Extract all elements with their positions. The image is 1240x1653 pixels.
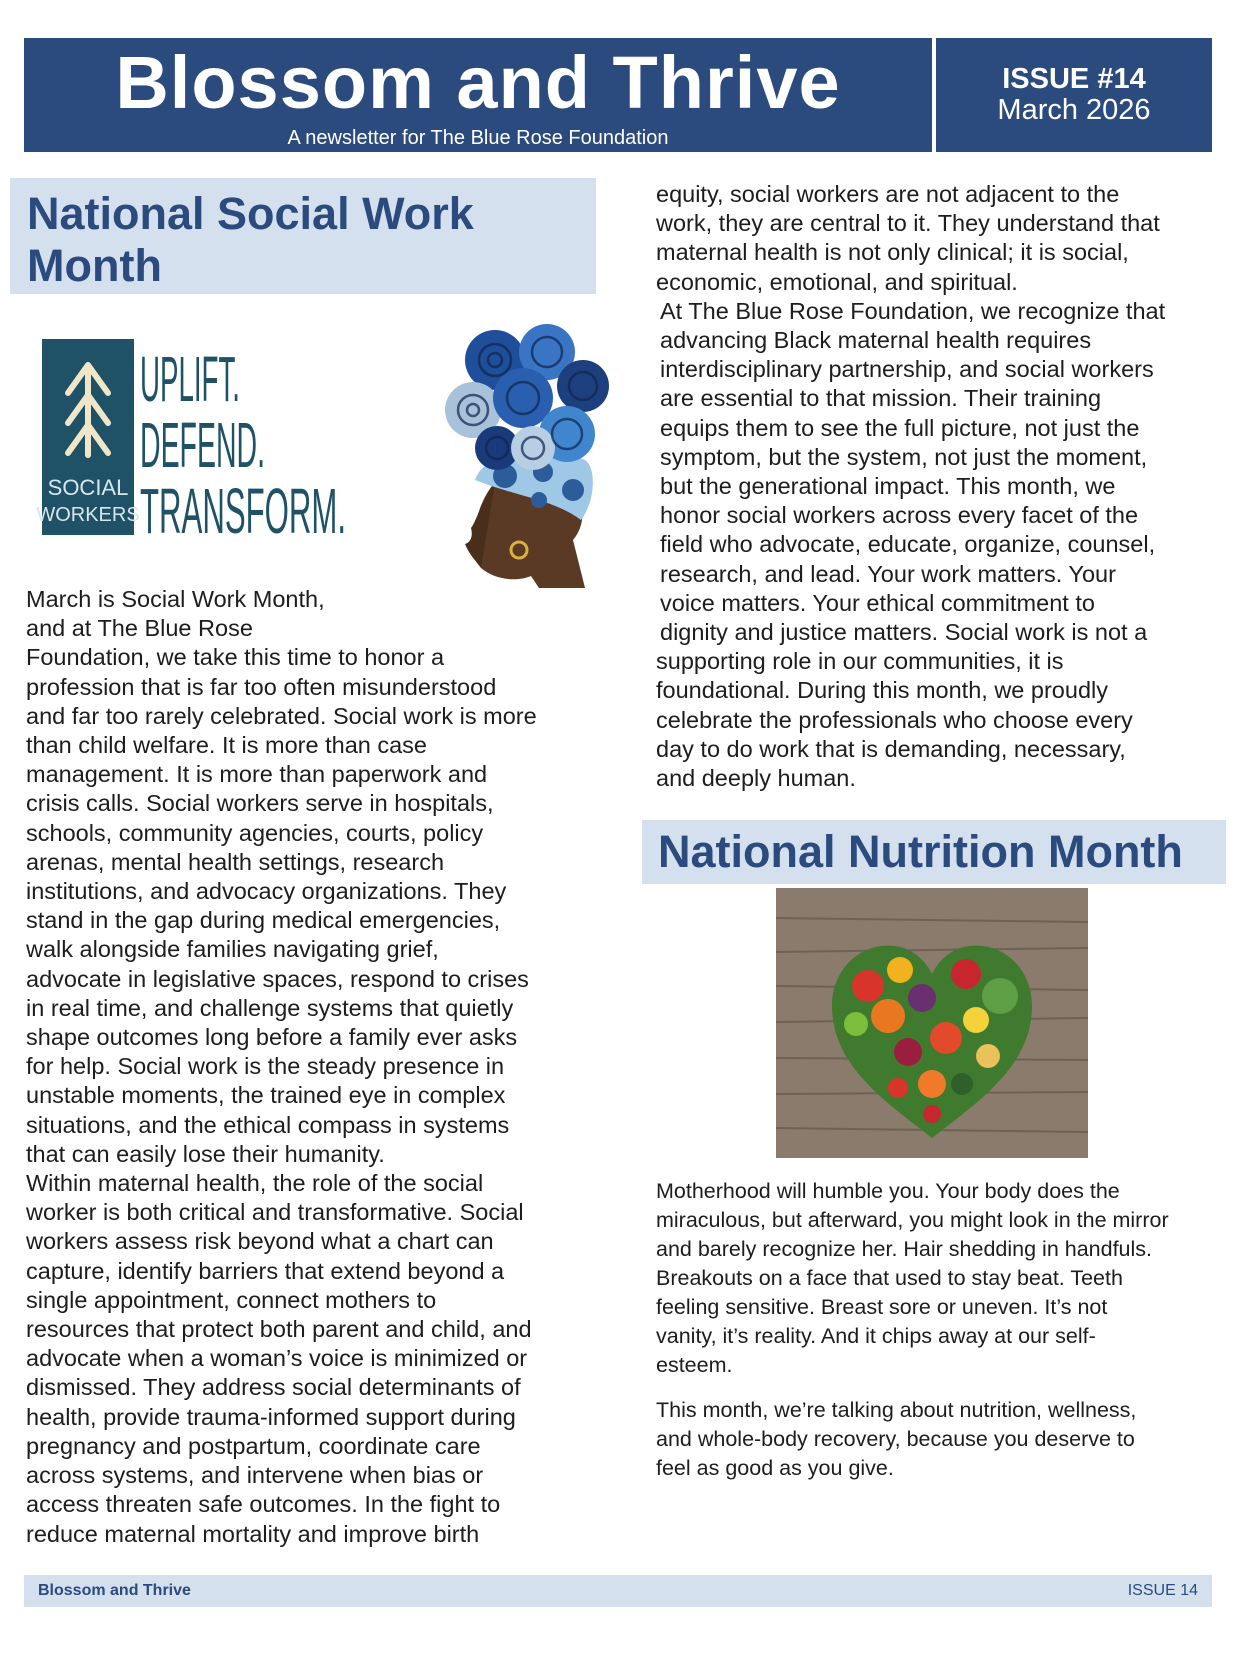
- social-workers-logo: [36, 335, 352, 547]
- nutrition-article: [656, 1177, 1228, 1483]
- text-line: research, and lead. Your work matters. Your: [660, 560, 1116, 587]
- newsletter-subtitle: A newsletter for The Blue Rose Foundation: [287, 127, 669, 149]
- text-line: worker is both critical and transformative. Social: [26, 1199, 524, 1226]
- text-line: but the generational impact. This month, we: [660, 473, 1116, 500]
- text-line: single appointment, connect mothers to: [26, 1286, 437, 1313]
- woman-headwrap-illustration: [435, 330, 615, 588]
- text-line: feeling sensitive. Breast sore or uneven. It’s not: [656, 1295, 1108, 1319]
- text-line: crisis calls. Social workers serve in hospitals,: [26, 790, 494, 817]
- text-line: work, they are central to it. They understand that: [656, 210, 1160, 237]
- masthead-title-block: [24, 38, 932, 152]
- text-line: reduce maternal mortality and improve birth: [26, 1520, 480, 1547]
- social-work-heading-line: Month: [27, 240, 162, 291]
- logo-word: DEFEND.: [140, 409, 265, 481]
- text-line: foundational. During this month, we proudly: [656, 677, 1108, 704]
- text-line: miraculous, but afterward, you might look in the mirror: [656, 1208, 1169, 1232]
- text-line: Motherhood will humble you. Your body does the: [656, 1179, 1120, 1203]
- text-line: walk alongside families navigating grief,: [26, 936, 439, 963]
- text-line: March is Social Work Month,: [26, 586, 325, 612]
- text-line: and barely recognize her. Hair shedding in handfuls.: [656, 1237, 1153, 1261]
- text-line: celebrate the professionals who choose every: [656, 706, 1133, 733]
- text-line: arenas, mental health settings, research: [26, 848, 445, 875]
- text-line: interdisciplinary partnership, and social workers: [660, 356, 1154, 383]
- text-line: dignity and justice matters. Social work is not a: [660, 619, 1148, 646]
- text-line: health, provide trauma-informed support during: [26, 1403, 516, 1430]
- issue-number: ISSUE #14: [1002, 63, 1146, 95]
- text-line: honor social workers across every facet of the: [660, 502, 1139, 529]
- text-line: resources that protect both parent and child, and: [26, 1316, 532, 1343]
- logo-badge-line: SOCIAL: [47, 475, 129, 500]
- text-line: across systems, and intervene when bias or: [26, 1462, 484, 1489]
- text-line: Foundation, we take this time to honor a: [26, 644, 445, 671]
- text-line: pregnancy and postpartum, coordinate care: [26, 1432, 481, 1459]
- text-line: management. It is more than paperwork and: [26, 761, 488, 788]
- issue-block: [936, 38, 1212, 152]
- text-line: institutions, and advocacy organizations. They: [26, 878, 507, 905]
- text-line: situations, and the ethical compass in systems: [26, 1111, 510, 1138]
- text-line: esteem.: [656, 1353, 733, 1377]
- text-line: Within maternal health, the role of the social: [26, 1170, 484, 1197]
- footer-issue: ISSUE 14: [1127, 1582, 1198, 1599]
- text-line: access threaten safe outcomes. In the fight to: [26, 1491, 501, 1518]
- text-line: maternal health is not only clinical; it is social,: [656, 239, 1129, 266]
- social-work-article-left: [26, 585, 591, 1549]
- text-line: are essential to that mission. Their training: [660, 385, 1102, 412]
- masthead: [24, 38, 1212, 152]
- text-line: for help. Social work is the steady presence in: [26, 1053, 505, 1080]
- page-footer: [24, 1575, 1212, 1607]
- text-line: equity, social workers are not adjacent to the: [656, 181, 1120, 207]
- text-line: voice matters. Your ethical commitment to: [660, 589, 1095, 616]
- vegetable-heart-photo: [776, 888, 1088, 1158]
- logo-word: UPLIFT.: [140, 343, 240, 415]
- text-line: that can easily lose their humanity.: [26, 1140, 385, 1167]
- text-line: in real time, and challenge systems that quietly: [26, 994, 514, 1021]
- text-line: advocate in legislative spaces, respond to crises: [26, 965, 529, 992]
- social-work-heading-line: National Social Work: [27, 188, 474, 239]
- social-work-heading: [10, 178, 596, 294]
- logo-word: TRANSFORM.: [140, 475, 346, 547]
- text-line: unstable moments, the trained eye in complex: [26, 1082, 506, 1109]
- text-line: capture, identify barriers that extend beyond a: [26, 1257, 505, 1284]
- text-line: shape outcomes long before a family ever asks: [26, 1024, 518, 1051]
- text-line: and deeply human.: [656, 765, 856, 792]
- text-line: supporting role in our communities, it is: [656, 648, 1064, 675]
- text-line: advocate when a woman’s voice is minimized or: [26, 1345, 528, 1372]
- newsletter-title: Blossom and Thrive: [115, 41, 841, 124]
- footer-title: Blossom and Thrive: [38, 1582, 191, 1599]
- text-line: feel as good as you give.: [656, 1456, 894, 1480]
- text-line: workers assess risk beyond what a chart can: [26, 1228, 494, 1255]
- text-line: than child welfare. It is more than case: [26, 732, 428, 759]
- text-line: and far too rarely celebrated. Social work is more: [26, 702, 537, 729]
- text-line: This month, we’re talking about nutrition, wellness,: [656, 1398, 1137, 1422]
- text-line: stand in the gap during medical emergencies,: [26, 907, 501, 934]
- text-line: symptom, but the system, not just the moment,: [660, 443, 1148, 470]
- text-line: equips them to see the full picture, not just the: [660, 414, 1140, 441]
- social-work-article-right: [656, 180, 1226, 793]
- text-line: dismissed. They address social determinants of: [26, 1374, 521, 1401]
- logo-badge-line: WORKERS: [36, 504, 140, 526]
- text-line: day to do work that is demanding, necessary,: [656, 735, 1126, 762]
- text-line: schools, community agencies, courts, policy: [26, 819, 484, 846]
- text-line: and at The Blue Rose: [26, 615, 253, 642]
- text-line: field who advocate, educate, organize, counsel,: [660, 531, 1156, 558]
- nutrition-paragraph: [656, 1177, 1228, 1380]
- text-line: Breakouts on a face that used to stay beat. Teeth: [656, 1266, 1123, 1290]
- text-line: At The Blue Rose Foundation, we recognize that: [660, 297, 1166, 324]
- text-line: advancing Black maternal health requires: [660, 327, 1092, 354]
- nutrition-heading: National Nutrition Month: [642, 820, 1226, 884]
- text-line: and whole-body recovery, because you deserve to: [656, 1427, 1135, 1451]
- text-line: vanity, it’s reality. And it chips away at our self-: [656, 1324, 1096, 1348]
- text-line: profession that is far too often misunderstood: [26, 673, 497, 700]
- text-line: economic, emotional, and spiritual.: [656, 268, 1018, 295]
- nutrition-paragraph: [656, 1396, 1228, 1483]
- issue-date: March 2026: [997, 94, 1151, 127]
